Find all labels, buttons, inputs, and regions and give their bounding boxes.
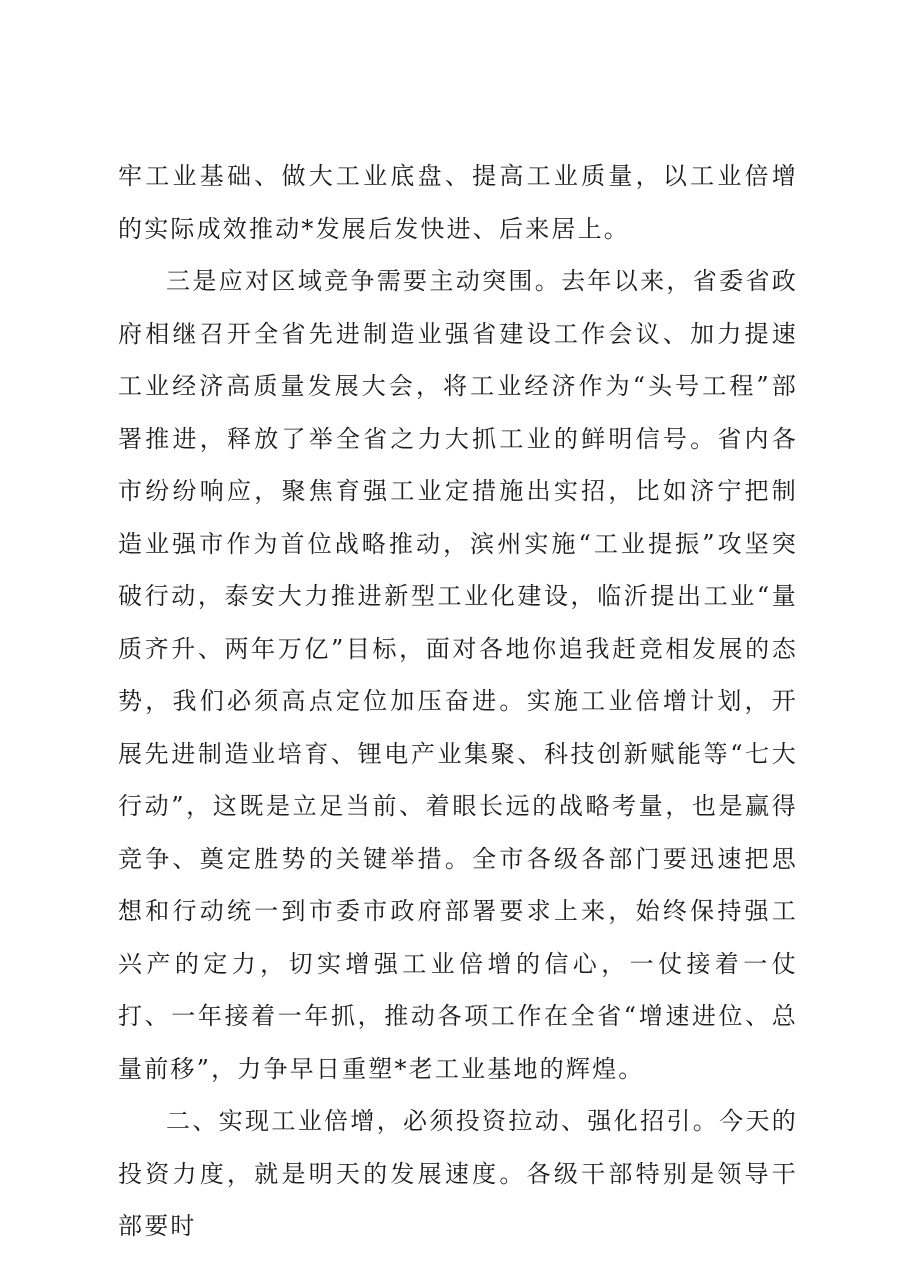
document-body [118,150,798,1253]
paragraph-investment: 二、实现工业倍增，必须投资拉动、强化招引。今天的投资力度，就是明天的发展速度。各级干部特别是领导干部要时 [118,1107,798,1240]
paragraph-continuation: 牢工业基础、做大工业底盘、提高工业质量，以工业倍增的实际成效推动*发展后发快进、后来居上。 [118,162,798,243]
paragraph-regional-competition: 三是应对区域竞争需要主动突围。去年以来，省委省政府相继召开全省先进制造业强省建设工作会议、加力提速工业经济高质量发展大会，将工业经济作为“头号工程”部署推进，释放了举全省之力大抓工业的鲜明信号。省内各市纷纷响应，聚焦育强工业定措施出实招，比如济宁把制造业强市作为首位战略推动，滨州实施“工业提振”攻坚突破行动，泰安大力推进新型工业化建设，临沂提出工业“量质齐升、两年万亿”目标，面对各地你追我赶竞相发展的态势，我们必须高点定位加压奋进。实施工业倍增计划，开展先进制造业培育、锂电产业集聚、科技创新赋能等“七大行动”，这既是立足当前、着眼长远的战略考量，也是赢得竞争、奠定胜势的关键举措。全市各级各部门要迅速把思想和行动统一到市委市政府部署要求上来，始终保持强工兴产的定力，切实增强工业倍增的信心，一仗接着一仗打、一年接着一年抓，推动各项工作在全省“增速进位、总量前移”，力争早日重塑*老工业基地的辉煌。 [118,267,798,1083]
